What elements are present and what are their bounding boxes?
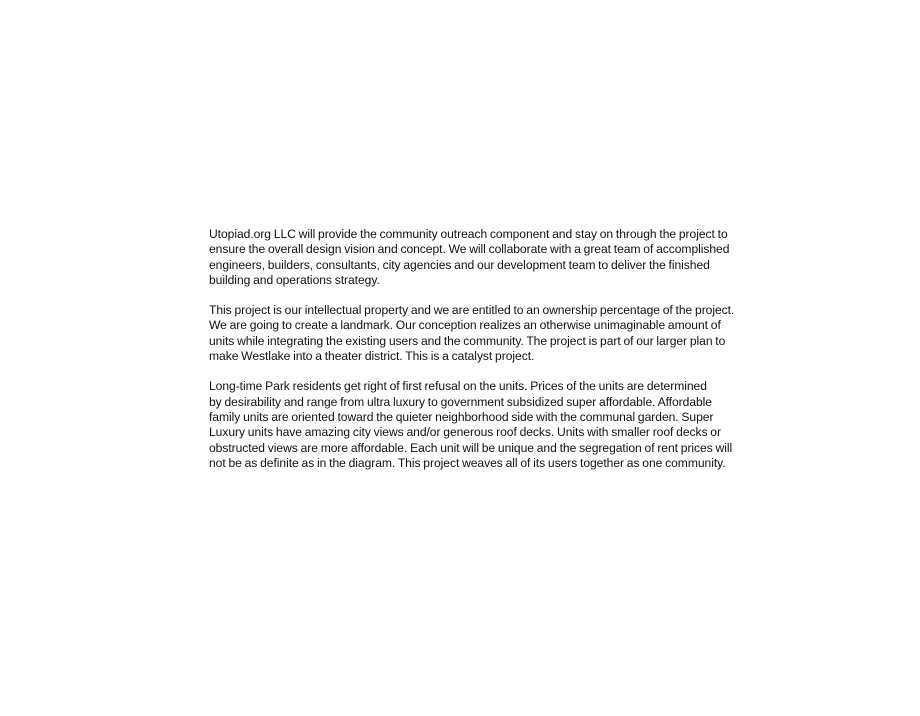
- text-line: This project is our intellectual property and we are entitled to an ownership percentage of the project.: [209, 303, 735, 318]
- text-line: Luxury units have amazing city views and/or generous roof decks. Units with smaller roof decks or: [209, 425, 721, 440]
- text-line: ensure the overall design vision and concept. We will collaborate with a great team of accomplished: [209, 242, 730, 257]
- text-line: not be as definite as in the diagram. This project weaves all of its users together as one community.: [209, 455, 726, 470]
- text-line: engineers, builders, consultants, city agencies and our development team to deliver the finished: [209, 257, 710, 272]
- text-line: family units are oriented toward the quieter neighborhood side with the communal garden. Super: [209, 409, 714, 424]
- text-line: Long-time Park residents get right of first refusal on the units. Prices of the units are determined: [209, 379, 707, 394]
- paragraph-outreach: [209, 227, 769, 288]
- paragraph-residents: [209, 379, 769, 471]
- text-line: units while integrating the existing users and the community. The project is part of our larger plan to: [209, 333, 726, 348]
- paragraph-ownership: [209, 303, 769, 364]
- body-text: [209, 227, 769, 486]
- text-line: obstructed views are more affordable. Each unit will be unique and the segregation of rent prices will: [209, 440, 733, 455]
- text-line: Utopiad.org LLC will provide the community outreach component and stay on through the project to: [209, 227, 728, 241]
- text-line: We are going to create a landmark. Our conception realizes an otherwise unimaginable amount of: [209, 318, 721, 333]
- text-line: building and operations strategy.: [209, 272, 380, 287]
- text-line: make Westlake into a theater district. This is a catalyst project.: [209, 349, 535, 364]
- text-line: by desirability and range from ultra luxury to government subsidized super affordable. Affordable: [209, 394, 712, 409]
